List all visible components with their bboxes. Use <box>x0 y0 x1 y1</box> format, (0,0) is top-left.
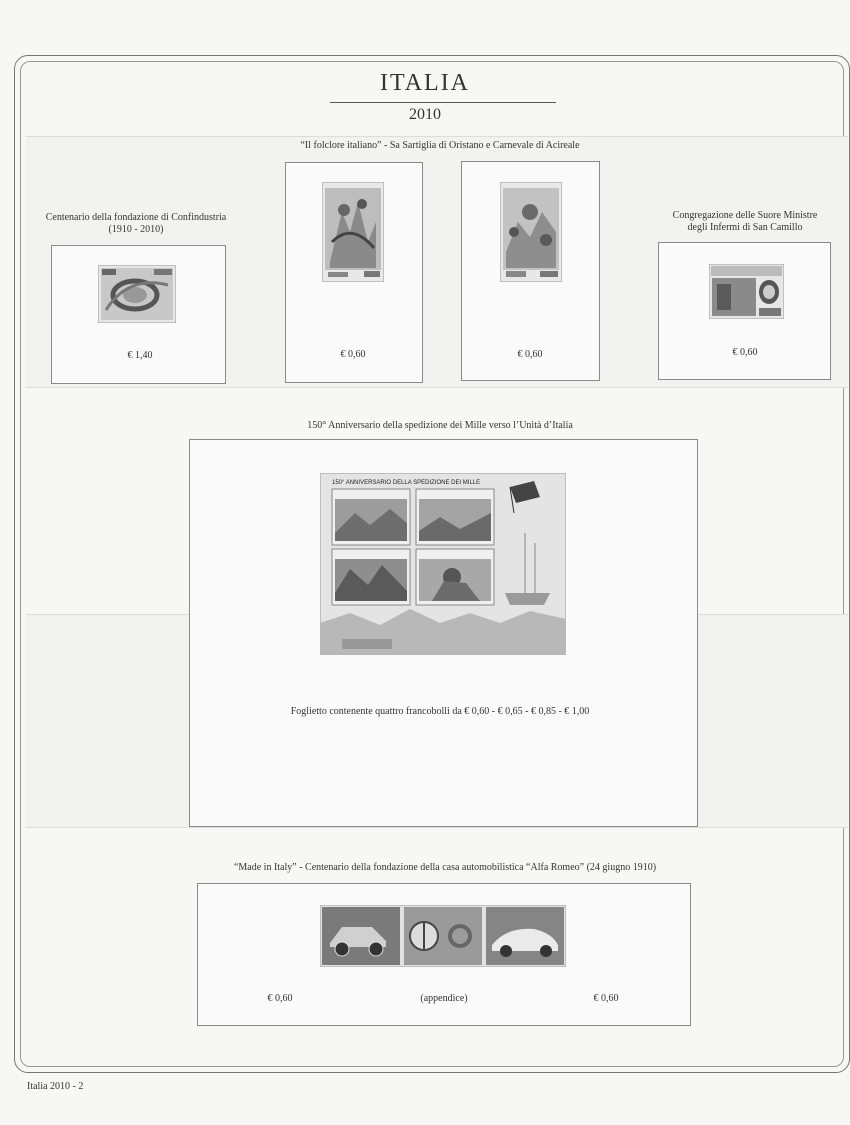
sheet-title: 150° ANNIVERSARIO DELLA SPEDIZIONE DEI MILLE <box>332 480 481 486</box>
page-title: ITALIA <box>379 70 471 96</box>
sheet-stamp-4 <box>416 549 494 605</box>
sheet-stamp-1 <box>332 489 410 545</box>
sheet-stamp-3 <box>332 549 410 605</box>
sheet-stamp-2 <box>416 489 494 545</box>
alfa-stamp-center <box>404 907 482 965</box>
mille-caption: 150° Anniversario della spedizione dei Mille verso l’Unità d’Italia <box>307 420 573 431</box>
price-alfa-left: € 0,60 <box>267 993 293 1004</box>
price-sartiglia: € 0,60 <box>340 349 366 360</box>
alfa-romeo-strip <box>320 905 566 967</box>
alfa-stamp-right <box>486 907 564 965</box>
stamp-sartiglia <box>322 182 384 282</box>
price-confindustria: € 1,40 <box>127 350 153 361</box>
souvenir-sheet-mille <box>320 473 566 655</box>
price-camillo: € 0,60 <box>732 347 758 358</box>
alfa-romeo-caption: “Made in Italy” - Centenario della fondazione della casa automobilistica “Alfa Romeo” (24 giugno 1910) <box>233 862 657 873</box>
appendix-label: (appendice) <box>420 993 468 1004</box>
page-number-label: Italia 2010 - 2 <box>27 1081 84 1092</box>
page-year: 2010 <box>409 106 441 123</box>
price-alfa-right: € 0,60 <box>593 993 619 1004</box>
souvenir-sheet-description: Foglietto contenente quattro francobolli da € 0,60 - € 0,65 - € 0,85 - € 1,00 <box>290 706 590 717</box>
stamp-camillo <box>709 264 784 319</box>
folklore-caption: “Il folclore italiano” - Sa Sartiglia di Oristano e Carnevale di Acireale <box>300 140 580 151</box>
camillo-caption: Congregazione delle Suore Ministre degli Infermi di San Camillo <box>672 210 818 233</box>
stamp-confindustria <box>98 265 176 323</box>
stamp-carnevale <box>500 182 562 282</box>
alfa-stamp-left <box>322 907 400 965</box>
confindustria-caption: Centenario della fondazione di Confindustria (1910 - 2010) <box>45 212 227 235</box>
title-divider <box>330 102 556 103</box>
price-carnevale: € 0,60 <box>517 349 543 360</box>
